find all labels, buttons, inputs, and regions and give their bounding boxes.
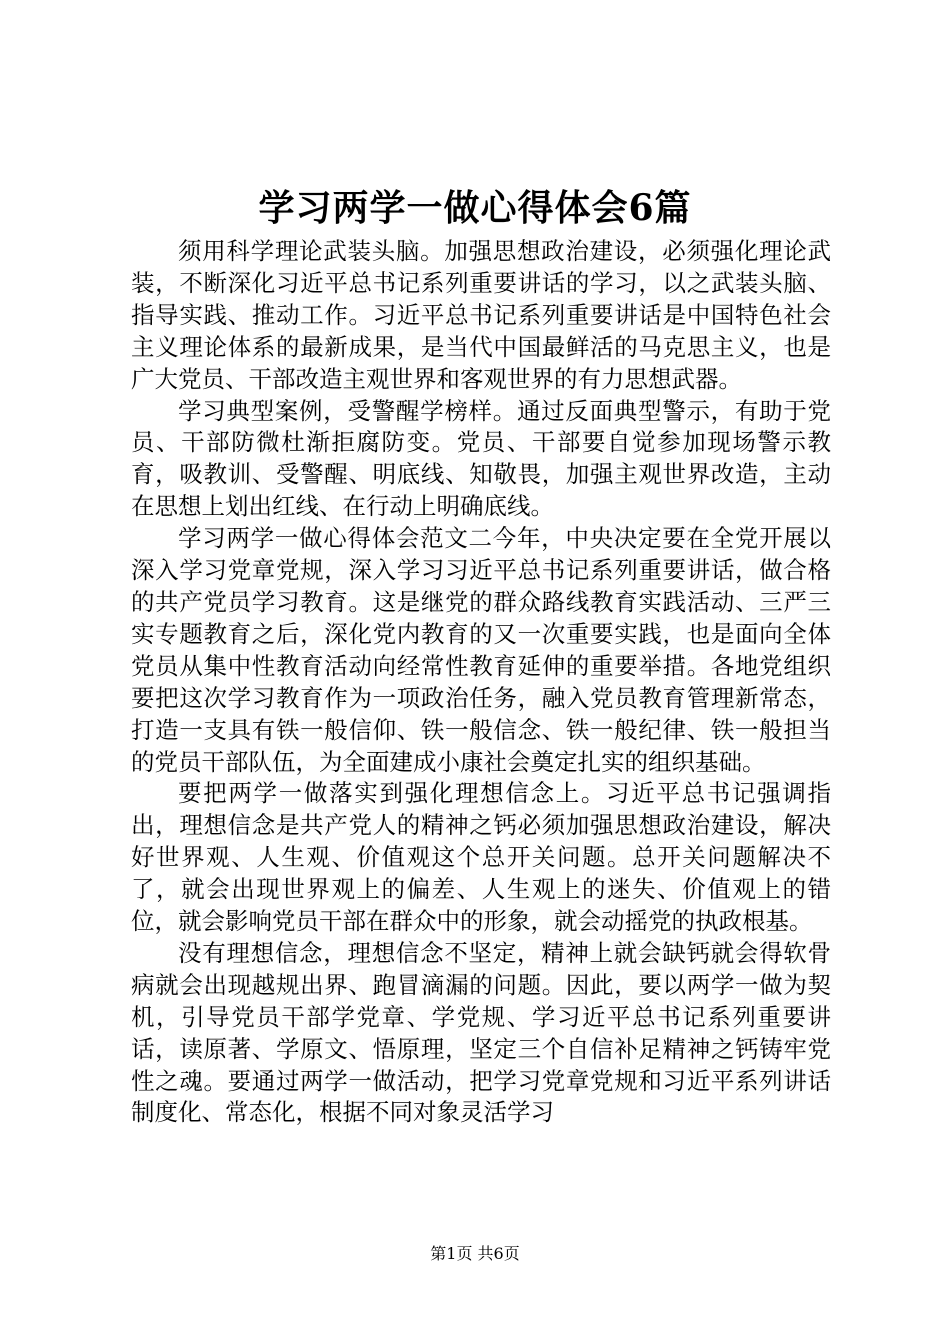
document-body xyxy=(131,236,831,1129)
paragraph: 学习典型案例，受警醒学榜样。通过反面典型警示，有助于党员、干部防微杜渐拒腐防变。党员、干部要自觉参加现场警示教育，吸教训、受警醒、明底线、知敬畏，加强主观世界改造，主动在思想上划出红线、在行动上明确底线。 xyxy=(131,396,831,521)
page-indicator: 第1页 共6页 xyxy=(430,1244,520,1263)
paragraph: 要把两学一做落实到强化理想信念上。习近平总书记强调指出，理想信念是共产党人的精神之钙必须加强思想政治建设，解决好世界观、人生观、价值观这个总开关问题。总开关问题解决不了，就会出现世界观上的偏差、人生观上的迷失、价值观上的错位，就会影响党员干部在群众中的形象，就会动摇党的执政根基。 xyxy=(131,779,831,936)
paragraph: 没有理想信念，理想信念不坚定，精神上就会缺钙就会得软骨病就会出现越规出界、跑冒滴漏的问题。因此，要以两学一做为契机，引导党员干部学党章、学党规、学习近平总书记系列重要讲话，读原著、学原文、悟原理，坚定三个自信补足精神之钙铸牢党性之魂。要通过两学一做活动，把学习党章党规和习近平系列讲话制度化、常态化，根据不同对象灵活学习 xyxy=(131,938,831,1127)
paragraph: 学习两学一做心得体会范文二今年，中央决定要在全党开展以深入学习党章党规，深入学习习近平总书记系列重要讲话，做合格的共产党员学习教育。这是继党的群众路线教育实践活动、三严三实专题教育之后，深化党内教育的又一次重要实践，也是面向全体党员从集中性教育活动向经常性教育延伸的重要举措。各地党组织要把这次学习教育作为一项政治任务，融入党员教育管理新常态，打造一支具有铁一般信仰、铁一般信念、铁一般纪律、铁一般担当的党员干部队伍，为全面建成小康社会奠定扎实的组织基础。 xyxy=(131,524,831,776)
page-title: 学习两学一做心得体会6篇 xyxy=(258,187,692,229)
paragraph: 须用科学理论武装头脑。加强思想政治建设，必须强化理论武装，不断深化习近平总书记系列重要讲话的学习，以之武装头脑、指导实践、推动工作。习近平总书记系列重要讲话是中国特色社会主义理论体系的最新成果，是当代中国最鲜活的马克思主义，也是广大党员、干部改造主观世界和客观世界的有力思想武器。 xyxy=(131,237,831,393)
